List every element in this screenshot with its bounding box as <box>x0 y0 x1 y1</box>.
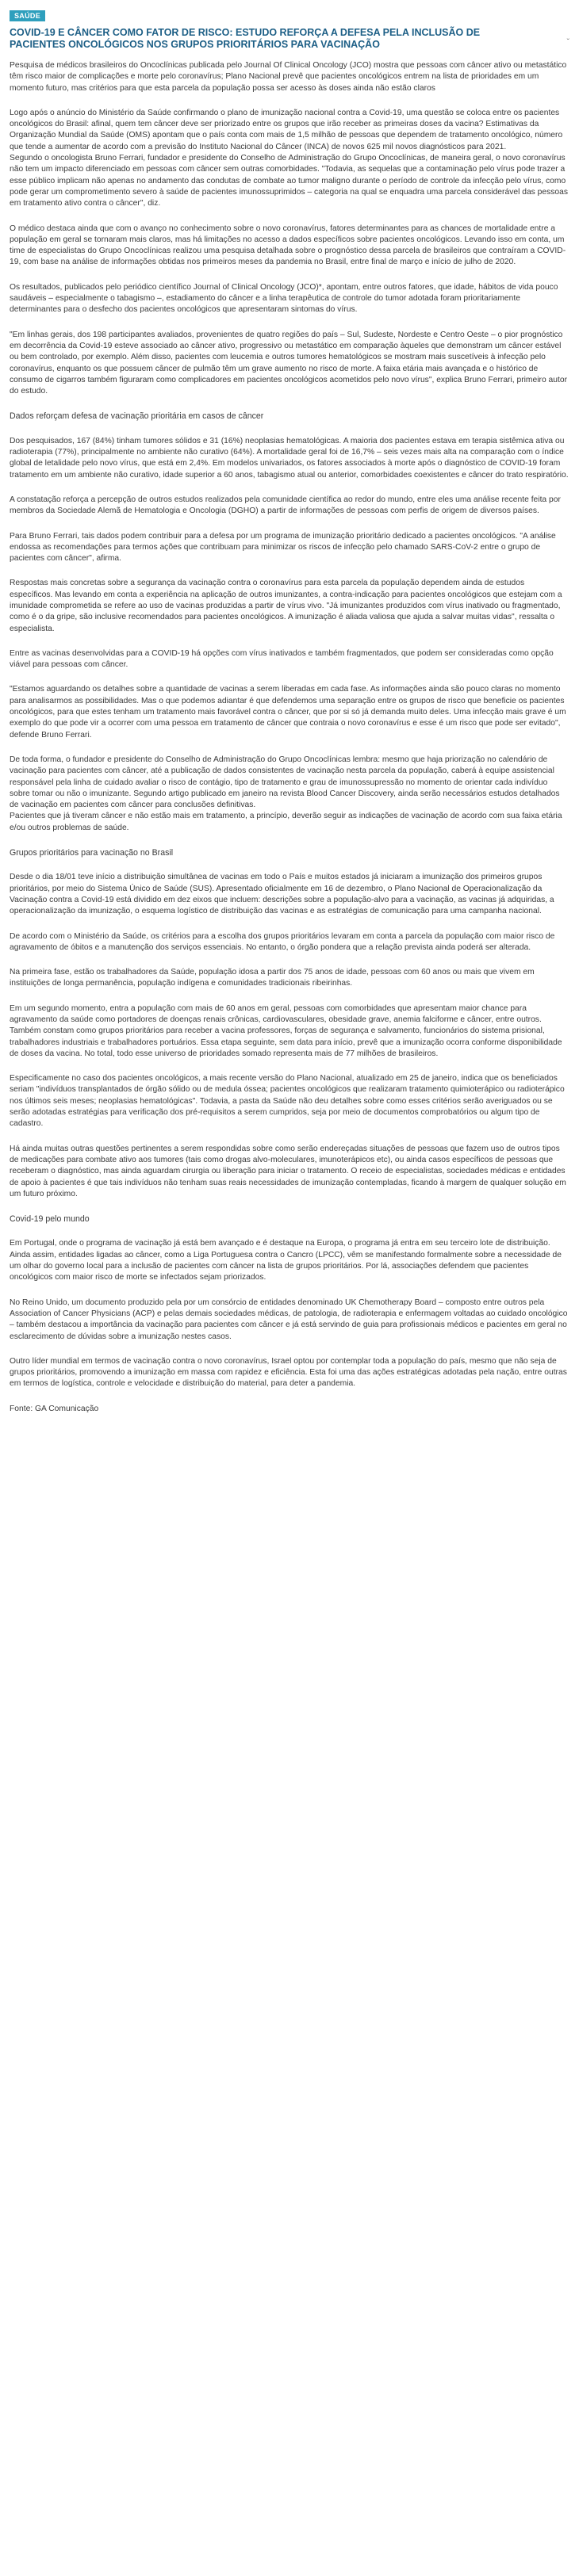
body-paragraph: Para Bruno Ferrari, tais dados podem contribuir para a defesa por um programa de imunização prioritário dedicado a pacientes oncológicos. "A análise endossa as recomendações para termos ações que contribuam para minimizar os riscos de infecção pelo chamado SARS-CoV-2 entre o grupo de pacientes com câncer", afirma. <box>10 531 556 564</box>
category-badge[interactable]: SAÚDE <box>10 10 45 21</box>
title-row <box>10 27 569 51</box>
body-paragraph: Dos pesquisados, 167 (84%) tinham tumores sólidos e 31 (16%) neoplasias hematológicas. A maioria dos pacientes estava em terapia sistêmica ativa ou radioterapia (77%), principalmente no ambiente não curativo (64%). A mortalidade geral foi de 16,7% – seis vezes mais alta na comparação com o índice global de letalidade pelo novo vírus, que está em 2,4%. Em modelos univariados, os fatores associados à morte após o diagnóstico de COVID-19 foram tratamento em um ambiente não curativo, idade superior a 60 anos, tabagismo atual ou anterior, comorbidades coexistentes e câncer do trato respiratório. <box>10 436 569 480</box>
body-paragraph: A constatação reforça a percepção de outros estudos realizados pela comunidade científica ao redor do mundo, entre eles uma análise recente feita por membros da Sociedade Alemã de Hematologia e Oncologia (DGHO) a partir de informações de pessoas com perfis de origem de diversos países. <box>10 495 561 516</box>
article-source: Fonte: GA Comunicação <box>10 1404 99 1413</box>
title-mark: ˇ <box>566 38 569 47</box>
body-paragraph: Outro líder mundial em termos de vacinação contra o novo coronavírus, Israel optou por contemplar toda a população do país, mesmo que não seja de grupos prioritários, promovendo a imunização em massa com rapidez e eficiência. Esta foi uma das ações estratégicas adotadas pela nação, entre outras em termos de logística, controle e velocidade e distribuição do material, para deter a pandemia. <box>10 1356 567 1389</box>
body-paragraph: O médico destaca ainda que com o avanço no conhecimento sobre o novo coronavírus, fatores determinantes para as chances de mortalidade entre a população em geral se tornaram mais claros, mas há limitações no acesso a dados específicos sobre pacientes oncológicos. Levando isso em conta, um time de especialistas do Grupo Oncoclínicas realizou uma pesquisa detalhada sobre o prognóstico dessa parcela de brasileiros que contraíram a COVID-19, com base na análise de informações obtidas nos primeiros meses da pandemia no Brasil, entre final de março e início de julho de 2020. <box>10 224 566 267</box>
quote-paragraph: "Estamos aguardando os detalhes sobre a quantidade de vacinas a serem liberadas em cada fase. As informações ainda são pouco claras no momento para analisarmos as possibilidades. Mas o que podemos adiantar é que defendemos uma separação entre os grupos de risco que beneficie os pacientes oncológicos, para que estes tenham um tratamento mais favorável contra o câncer, que por si só já demanda muito deles. Uma infecção mais grave é um exemplo do que pode vir a ocorrer com uma pessoa em tratamento de câncer que contraia o novo coronavírus e esse é um risco que pode ser evitado", defende Bruno Ferrari. <box>10 685 566 740</box>
body-paragraph: Logo após o anúncio do Ministério da Saúde confirmando o plano de imunização nacional contra a Covid-19, uma questão se coloca entre os pacientes oncológicos do Brasil: afinal, quem tem câncer deve ser priorizado entre os grupos que irão receber as primeiras doses da vacina? Estimativas da Organização Mundial da Saúde (OMS) apontam que o país conta com mais de 1,5 milhão de pessoas que dependem de tratamento oncológico, número que tende a aumentar de acordo com a previsão do Instituto Nacional do Câncer (INCA) de novos 625 mil novos diagnósticos para 2021. Segundo o oncologista Bruno Ferrari, fundador e presidente do Conselho de Administração do Grupo Oncoclínicas, de maneira geral, o novo coronavírus não tem um impacto diferenciado em pessoas com câncer sem outras comorbidades. "Todavia, as sequelas que a contaminação pelo vírus pode trazer a esse público implicam não apenas no andamento das condutas de combate ao tumor maligno durante o período de controle da infecção pelo vírus, como pode gerar um comprometimento severo à saúde de pacientes imunossuprimidos – categoria na qual se enquadra uma parcela considerável das pessoas em tratamento ativo contra o câncer", diz. <box>10 108 569 208</box>
body-paragraph: De toda forma, o fundador e presidente do Conselho de Administração do Grupo Oncoclínicas lembra: mesmo que haja priorização no calendário de vacinação para pacientes com câncer, até a publicação de dados consistentes de vacinação nesta parcela da população, caberá à equipe assistencial responsável pela linha de cuidado avaliar o risco de contágio, tipo de tratamento e grau de imunossupressão no momento de orientar cada indivíduo sobre tomar ou não o imunizante. Segundo artigo publicado em janeiro na revista Blood Cancer Discovery, ainda serão necessários estudos detalhados de vacinação em pacientes com câncer para conclusões definitivas. Pacientes que já tiveram câncer e não estão mais em tratamento, a princípio, deverão seguir as indicações de vacinação de acordo com sua faixa etária e/ou outros problemas de saúde. <box>10 755 562 832</box>
body-paragraph: Há ainda muitas outras questões pertinentes a serem respondidas sobre como serão endereçadas situações de pessoas que fazem uso de outros tipos de medicações para combate ativo aos tumores (tais como drogas alvo-moleculares, imunoterápicos etc), ou ainda casos específicos de pessoas que receberam o diagnóstico, mas ainda aguardam cirurgia ou liberação para iniciar o tratamento. O receio de especialistas, sociedades médicas e entidades de apoio à pacientes é que tais indivíduos não tenham suas reais necessidades de imunização contempladas, ficando à margem de qualquer solução em um futuro próximo. <box>10 1144 566 1198</box>
section-heading: Grupos prioritários para vacinação no Brasil <box>10 848 174 858</box>
body-paragraph: Na primeira fase, estão os trabalhadores da Saúde, população idosa a partir dos 75 anos de idade, pessoas com 60 anos ou mais que vivem em instituições de longa permanência, população indígena e comunidades tradicionais ribeirinhas. <box>10 968 535 988</box>
article-title: COVID-19 E CÂNCER COMO FATOR DE RISCO: ESTUDO REFORÇA A DEFESA PELA INCLUSÃO DE PACIENTES ONCOLÓGICOS NOS GRUPOS PRIORITÁRIOS PARA VACINAÇÃO <box>10 27 481 50</box>
quote-paragraph: "Em linhas gerais, dos 198 participantes avaliados, provenientes de quatro regiões do país – Sul, Sudeste, Nordeste e Centro Oeste – o pior prognóstico em decorrência da Covid-19 esteve associado ao câncer ativo, progressivo ou metastático em comparação àqueles que demonstram um câncer estável ou bem controlado, por exemplo. Além disso, pacientes com leucemia e outros tumores hematológicos se mostram mais suscetíveis à infecção pelo coronavírus, enquanto os que possuem câncer de pulmão têm um grave aumento no risco de morte. A faixa etária mais avançada e o histórico de consumo de cigarros também figuraram como complicadores em pacientes oncológicos acometidos pelo novo vírus", explica Bruno Ferrari, primeiro autor do estudo. <box>10 330 568 396</box>
body-paragraph: Especificamente no caso dos pacientes oncológicos, a mais recente versão do Plano Nacional, atualizado em 25 de janeiro, indica que os beneficiados seriam "indivíduos transplantados de órgão sólido ou de medula óssea; pacientes oncológicos que realizaram tratamento quimioterápico ou radioterápico nos últimos seis meses; neoplasias hematológicas". Todavia, a pasta da Saúde não deu detalhes sobre como esses critérios serão averiguados ou se serão adotadas estratégias para verificação dos pré-requisitos a serem cumpridos, seja por meio de documentos comprobatórios ou algum tipo de cadastro. <box>10 1074 565 1129</box>
body-paragraph: De acordo com o Ministério da Saúde, os critérios para a escolha dos grupos prioritários levaram em conta a parcela da população com maior risco de agravamento de óbitos e a manutenção dos serviços essenciais. No entanto, o órgão pondera que a relação prevista ainda poderá ser alterada. <box>10 931 555 952</box>
body-paragraph: Em Portugal, onde o programa de vacinação já está bem avançado e é destaque na Europa, o programa já entra em seu terceiro lote de distribuição. Ainda assim, entidades ligadas ao câncer, como a Liga Portuguesa contra o Cancro (LPCC), vêm se manifestando formalmente sobre a necessidade de um olhar do governo local para a inclusão de pacientes com câncer na lista de grupos prioritários. Por lá, associações defendem que pacientes oncológicos com maior risco de morte se infectados sejam priorizados. <box>10 1239 562 1282</box>
lead-paragraph: Pesquisa de médicos brasileiros do Oncoclínicas publicada pelo Journal Of Clinical Oncology (JCO) mostra que pessoas com câncer ativo ou metastático têm risco maior de complicações e morte pelo coronavírus; Plano Nacional prevê que pacientes oncológicos entrem na lista de prioridades em um momento futuro, mas critérios para que esta parcela da população possa ser acesso às doses ainda não estão claros <box>10 61 567 93</box>
body-paragraph: Os resultados, publicados pelo periódico científico Journal of Clinical Oncology (JCO)*, apontam, entre outros fatores, que idade, hábitos de vida pouco saudáveis – especialmente o tabagismo –, estadiamento do câncer e a linha terapêutica de controle do tumor adotada foram prioritariamente determinantes para o desfecho dos pacientes oncológicos que apresentaram sintomas do vírus. <box>10 282 558 315</box>
body-paragraph: Entre as vacinas desenvolvidas para a COVID-19 há opções com vírus inativados e também fragmentados, que podem ser consideradas como opção viável para pessoas com câncer. <box>10 648 554 670</box>
article-body <box>10 60 569 1415</box>
body-paragraph: Respostas mais concretas sobre a segurança da vacinação contra o coronavírus para esta parcela da população dependem ainda de estudos específicos. Mas levando em conta a experiência na aplicação de outros imunizantes, a contra-indicação para pacientes oncológicos que estejam com a imunidade comprometida se refere ao uso de vacinas produzidas a partir de vírus vivo. "Já imunizantes produzidos com vírus inativado ou fragmentado, como é o da gripe, são inclusive recomendados para pacientes oncológicos. A imunização é aliada valiosa que ajuda a salvar muitas vidas", ressalta o especialista. <box>10 579 562 633</box>
body-paragraph: Desde o dia 18/01 teve início a distribuição simultânea de vacinas em todo o País e muitos estados já iniciaram a imunização dos primeiros grupos prioritários, por meio do Sistema Único de Saúde (SUS). Apresentado oficialmente em 16 de dezembro, o Plano Nacional de Operacionalização da Vacinação contra a Covid-19 está dividido em dez eixos que incluem: descrições sobre a população-alvo para a vacinação, as vacinas já adquiridas, a operacionalização da imunização, o esquema logístico de distribuição das vacinas e as estratégias de comunicação para uma campanha nacional. <box>10 873 554 916</box>
section-heading: Dados reforçam defesa de vacinação prioritária em casos de câncer <box>10 411 264 422</box>
section-heading: Covid-19 pelo mundo <box>10 1214 90 1225</box>
body-paragraph: Em um segundo momento, entra a população com mais de 60 anos em geral, pessoas com comorbidades que apresentam maior chance para agravamento da saúde como portadores de doenças renais crônicas, cardiovasculares, obesidade grave, anemia falciforme e câncer, entre outros. Também constam como grupos prioritários para receber a vacina professores, forças de segurança e salvamento, funcionários do sistema prisional, trabalhadores industriais e trabalhadores portuários. Essa etapa seguinte, sem data para início, prevê que a imunização ocorra conforme disponibilidade de doses da vacina. No total, todo esse universo de prioridades somado representa mais de 77 milhões de brasileiros. <box>10 1003 562 1058</box>
body-paragraph: No Reino Unido, um documento produzido pela por um consórcio de entidades denominado UK Chemotherapy Board – composto entre outros pela Association of Cancer Physicians (ACP) e pelas demais sociedades médicas, de patologia, de radioterapia e enfermagem voltadas ao cuidado oncológico – também destacou a importância da vacinação para pacientes com câncer e já está servindo de guia para profissionais médicos e pacientes em geral no esclarecimento de dúvidas sobre a imunização nestes casos. <box>10 1298 568 1341</box>
